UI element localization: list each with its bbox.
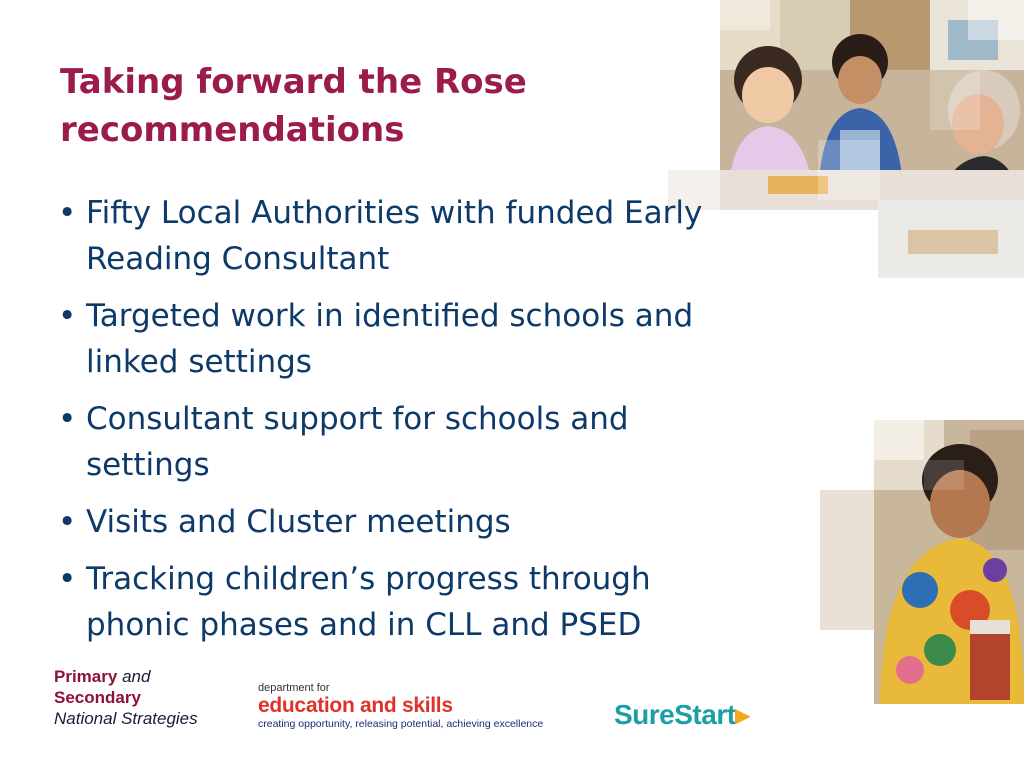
primary-secondary-strategies-logo	[54, 666, 198, 729]
dfes-logo	[258, 682, 543, 730]
surestart-logo	[614, 698, 749, 731]
surestart-text: SureStart	[614, 699, 736, 730]
bullet-glyph: •	[58, 195, 77, 231]
bullet-text-line-2: Reading Consultant	[86, 241, 390, 277]
title-line-2: recommendations	[60, 110, 405, 150]
bullet-text-line-1: Targeted work in identified schools and	[86, 298, 694, 334]
child-painting-photo	[820, 420, 1024, 704]
bullet-text-line-2: linked settings	[86, 344, 312, 380]
bullet-item	[56, 293, 856, 385]
bullet-item	[56, 396, 856, 488]
bullet-text-line-2: phonic phases and in CLL and PSED	[86, 607, 642, 643]
logo-national-strategies: National Strategies	[54, 709, 198, 728]
logo-word-primary: Primary	[54, 667, 118, 686]
dfes-tagline: creating opportunity, releasing potential, achieving excellence	[258, 718, 544, 730]
dfes-department-for: department for	[258, 682, 330, 694]
bullet-text-line-1: Tracking children’s progress through	[86, 561, 651, 597]
slide-title	[60, 58, 660, 154]
bullet-glyph: •	[58, 401, 77, 437]
bullet-text-line-1: Visits and Cluster meetings	[86, 504, 511, 540]
child-painting-image	[820, 420, 1024, 704]
logo-word-secondary: Secondary	[54, 688, 141, 707]
bullet-text-line-2: settings	[86, 447, 210, 483]
bullet-item	[56, 499, 856, 545]
bullet-list	[56, 190, 856, 659]
title-line-1: Taking forward the Rose	[60, 62, 527, 102]
surestart-arrow-icon: ▸	[735, 699, 750, 730]
bullet-text-line-1: Fifty Local Authorities with funded Early	[86, 195, 703, 231]
bullet-glyph: •	[58, 298, 77, 334]
logo-word-and: and	[122, 667, 151, 686]
bullet-glyph: •	[58, 561, 77, 597]
bullet-item	[56, 190, 856, 282]
bullet-text-line-1: Consultant support for schools and	[86, 401, 629, 437]
bullet-item	[56, 556, 856, 648]
bullet-glyph: •	[58, 504, 77, 540]
dfes-education-and-skills: education and skills	[258, 694, 453, 717]
